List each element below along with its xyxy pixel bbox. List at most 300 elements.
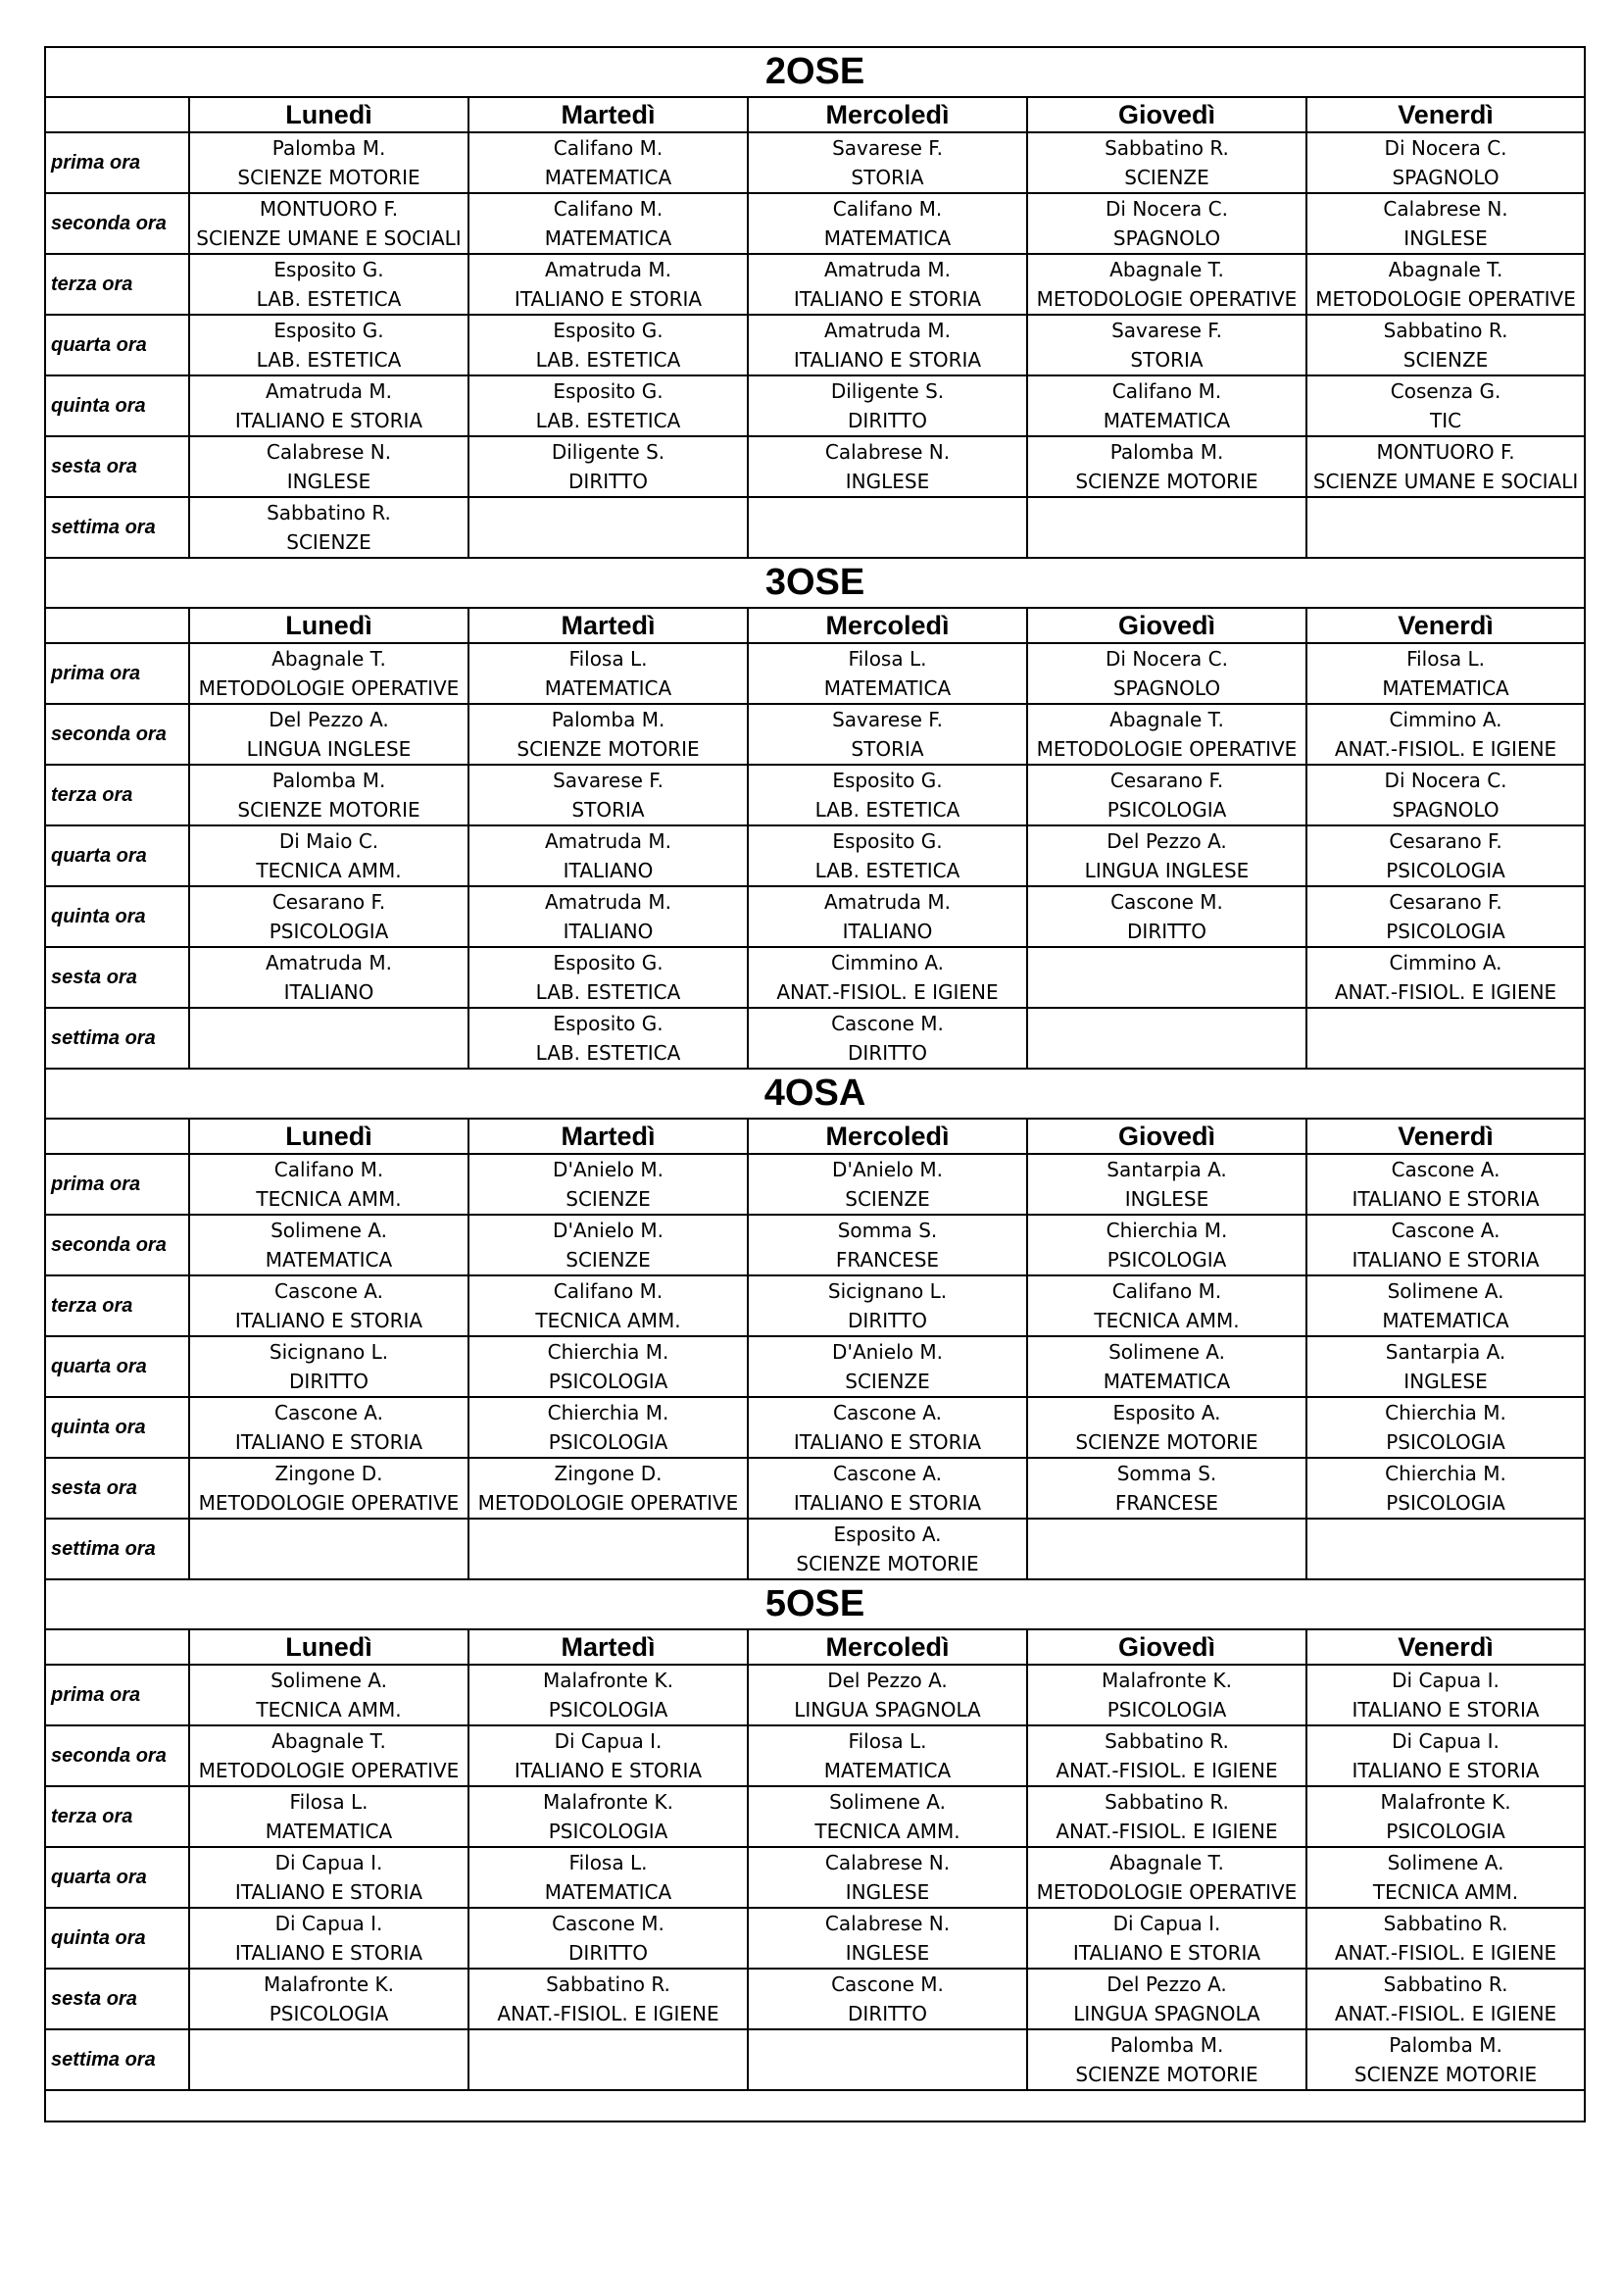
teacher-name: D'Anielo M. [832, 1340, 943, 1364]
lesson-cell [189, 315, 468, 375]
day-header: Martedì [468, 97, 748, 132]
lesson-cell [189, 497, 468, 558]
lesson-cell [748, 1519, 1027, 1579]
teacher-name: Sabbatino R. [1105, 1729, 1229, 1753]
lesson-cell [1027, 1665, 1306, 1725]
subject-name: MATEMATICA [265, 1248, 393, 1272]
teacher-name: Abagnale T. [1109, 1851, 1224, 1874]
period-label: terza ora [45, 1786, 189, 1847]
subject-name: TECNICA AMM. [1372, 1880, 1519, 1904]
lesson-cell [1306, 1397, 1585, 1458]
day-header: Lunedì [189, 1119, 468, 1154]
lesson-cell [1027, 825, 1306, 886]
period-row [45, 193, 1585, 254]
lesson-cell [1027, 132, 1306, 193]
period-label: sesta ora [45, 1458, 189, 1519]
teacher-name: Esposito G. [553, 1012, 664, 1035]
lesson-cell [1306, 886, 1585, 947]
lesson-cell [468, 1458, 748, 1519]
lesson-cell [189, 2029, 468, 2090]
subject-name: PSICOLOGIA [548, 1430, 668, 1454]
period-label: quarta ora [45, 825, 189, 886]
period-row [45, 1008, 1585, 1069]
teacher-name: Amatruda M. [544, 890, 672, 914]
subject-name: ITALIANO E STORIA [514, 287, 703, 311]
lesson-cell [189, 1786, 468, 1847]
subject-name: ITALIANO E STORIA [793, 348, 982, 372]
lesson-cell [1027, 947, 1306, 1008]
teacher-name: Esposito G. [553, 951, 664, 974]
subject-name: INGLESE [1403, 226, 1488, 250]
teacher-name: Cesarano F. [271, 890, 386, 914]
teacher-name: Palomba M. [1109, 2033, 1224, 2057]
teacher-name: Solimene A. [1387, 1279, 1504, 1303]
day-header: Giovedì [1027, 1629, 1306, 1665]
subject-name: TECNICA AMM. [1094, 1309, 1240, 1332]
lesson-cell [748, 1008, 1027, 1069]
subject-name: PSICOLOGIA [1386, 859, 1505, 882]
subject-name: PSICOLOGIA [548, 1820, 668, 1843]
lesson-cell [1306, 254, 1585, 315]
teacher-name: Solimene A. [829, 1790, 946, 1814]
period-row [45, 1336, 1585, 1397]
teacher-name: Cosenza G. [1390, 379, 1501, 403]
teacher-name: Di Nocera C. [1384, 769, 1507, 792]
teacher-name: Malafronte K. [1380, 1790, 1511, 1814]
subject-name: MATEMATICA [544, 676, 672, 700]
lesson-cell [748, 193, 1027, 254]
teacher-name: Santarpia A. [1107, 1158, 1227, 1181]
lesson-cell [1027, 1725, 1306, 1786]
corner-cell [45, 1629, 189, 1665]
lesson-cell [189, 1275, 468, 1336]
day-header: Mercoledì [748, 97, 1027, 132]
subject-name: PSICOLOGIA [269, 2002, 389, 2025]
subject-name: METODOLOGIE OPERATIVE [198, 1759, 460, 1782]
lesson-cell [748, 1969, 1027, 2029]
lesson-cell [468, 1908, 748, 1969]
subject-name: LAB. ESTETICA [814, 859, 960, 882]
day-header: Venerdì [1306, 97, 1585, 132]
period-label: settima ora [45, 1519, 189, 1579]
subject-name: SCIENZE MOTORIE [1075, 2063, 1258, 2086]
subject-name: SCIENZE UMANE E SOCIALI [1312, 470, 1579, 493]
lesson-cell [468, 1397, 748, 1458]
lesson-cell [1306, 132, 1585, 193]
teacher-name: Calabrese N. [824, 1912, 951, 1935]
teacher-name: Cascone M. [831, 1012, 944, 1035]
lesson-cell [1306, 1519, 1585, 1579]
subject-name: STORIA [851, 166, 924, 189]
teacher-name: Zingone D. [274, 1462, 383, 1485]
subject-name: ITALIANO E STORIA [234, 409, 423, 432]
lesson-cell [1306, 1458, 1585, 1519]
lesson-cell [189, 375, 468, 436]
teacher-name: Cascone A. [833, 1462, 942, 1485]
teacher-name: Cimmino A. [831, 951, 944, 974]
teacher-name: Cascone A. [274, 1279, 383, 1303]
day-header: Giovedì [1027, 97, 1306, 132]
subject-name: LINGUA INGLESE [1084, 859, 1250, 882]
lesson-cell [189, 1847, 468, 1908]
lesson-cell [1306, 643, 1585, 704]
teacher-name: Solimene A. [1108, 1340, 1225, 1364]
teacher-name: Malafronte K. [542, 1790, 674, 1814]
lesson-cell [189, 1519, 468, 1579]
lesson-cell [1306, 2029, 1585, 2090]
subject-name: ITALIANO [563, 920, 654, 943]
period-label: quinta ora [45, 886, 189, 947]
subject-name: DIRITTO [568, 1941, 648, 1965]
subject-name: ITALIANO E STORIA [234, 1430, 423, 1454]
teacher-name: Cascone A. [1391, 1158, 1500, 1181]
lesson-cell [189, 1008, 468, 1069]
subject-name: LAB. ESTETICA [535, 980, 681, 1004]
lesson-cell [1306, 1154, 1585, 1215]
teacher-name: Cimmino A. [1389, 951, 1502, 974]
subject-name: SCIENZE [566, 1187, 651, 1211]
teacher-name: Solimene A. [270, 1219, 387, 1242]
teacher-name: MONTUORO F. [259, 197, 399, 221]
day-header: Mercoledì [748, 1119, 1027, 1154]
period-label: seconda ora [45, 193, 189, 254]
period-label: prima ora [45, 1665, 189, 1725]
day-header: Giovedì [1027, 1119, 1306, 1154]
days-header-row [45, 1119, 1585, 1154]
lesson-cell [468, 1336, 748, 1397]
teacher-name: Filosa L. [848, 647, 927, 671]
subject-name: TECNICA AMM. [256, 1698, 402, 1722]
teacher-name: Califano M. [273, 1158, 384, 1181]
subject-name: MATEMATICA [823, 1759, 952, 1782]
teacher-name: Zingone D. [554, 1462, 663, 1485]
subject-name: ITALIANO E STORIA [1352, 1759, 1540, 1782]
teacher-name: Esposito G. [273, 258, 384, 281]
lesson-cell [1027, 1215, 1306, 1275]
subject-name: DIRITTO [848, 1309, 927, 1332]
days-header-row [45, 97, 1585, 132]
teacher-name: Cesarano F. [1109, 769, 1224, 792]
subject-name: STORIA [1130, 348, 1204, 372]
subject-name: INGLESE [845, 1941, 930, 1965]
lesson-cell [468, 375, 748, 436]
teacher-name: Esposito A. [833, 1522, 942, 1546]
subject-name: PSICOLOGIA [1107, 1248, 1227, 1272]
period-row [45, 1458, 1585, 1519]
lesson-cell [1027, 1908, 1306, 1969]
period-row [45, 1154, 1585, 1215]
lesson-cell [1027, 765, 1306, 825]
lesson-cell [468, 825, 748, 886]
lesson-cell [1027, 1008, 1306, 1069]
subject-name: FRANCESE [1114, 1491, 1219, 1515]
teacher-name: Filosa L. [289, 1790, 369, 1814]
subject-name: INGLESE [1124, 1187, 1209, 1211]
class-title: 4OSA [45, 1069, 1585, 1119]
day-header: Giovedì [1027, 608, 1306, 643]
subject-name: LAB. ESTETICA [256, 348, 402, 372]
lesson-cell [748, 375, 1027, 436]
period-row [45, 825, 1585, 886]
subject-name: SCIENZE [566, 1248, 651, 1272]
corner-cell [45, 1119, 189, 1154]
subject-name: LAB. ESTETICA [256, 287, 402, 311]
day-header: Martedì [468, 608, 748, 643]
period-label: quarta ora [45, 1336, 189, 1397]
lesson-cell [189, 1725, 468, 1786]
lesson-cell [189, 1665, 468, 1725]
teacher-name: Di Nocera C. [1384, 136, 1507, 160]
subject-name: ITALIANO E STORIA [234, 1880, 423, 1904]
corner-cell [45, 97, 189, 132]
lesson-cell [189, 886, 468, 947]
subject-name: ITALIANO E STORIA [234, 1941, 423, 1965]
teacher-name: Calabrese N. [824, 1851, 951, 1874]
subject-name: SCIENZE [845, 1370, 930, 1393]
lesson-cell [1027, 1969, 1306, 2029]
subject-name: SCIENZE MOTORIE [1075, 1430, 1258, 1454]
teacher-name: Calabrese N. [824, 440, 951, 464]
teacher-name: Amatruda M. [544, 829, 672, 853]
period-row [45, 315, 1585, 375]
period-row [45, 1969, 1585, 2029]
subject-name: MATEMATICA [265, 1820, 393, 1843]
teacher-name: Di Capua I. [274, 1912, 383, 1935]
period-label: settima ora [45, 497, 189, 558]
teacher-name: Filosa L. [568, 647, 648, 671]
lesson-cell [1027, 1154, 1306, 1215]
lesson-cell [1306, 947, 1585, 1008]
lesson-cell [189, 1336, 468, 1397]
lesson-cell [748, 886, 1027, 947]
subject-name: METODOLOGIE OPERATIVE [198, 1491, 460, 1515]
lesson-cell [748, 1397, 1027, 1458]
lesson-cell [189, 825, 468, 886]
teacher-name: Cesarano F. [1389, 829, 1502, 853]
teacher-name: Cascone A. [833, 1401, 942, 1424]
lesson-cell [748, 1786, 1027, 1847]
lesson-cell [1027, 497, 1306, 558]
teacher-name: Sicignano L. [827, 1279, 948, 1303]
subject-name: ITALIANO [563, 859, 654, 882]
lesson-cell [1306, 1336, 1585, 1397]
teacher-name: Somma S. [837, 1219, 938, 1242]
teacher-name: Calabrese N. [1383, 197, 1508, 221]
period-label: terza ora [45, 765, 189, 825]
subject-name: MATEMATICA [823, 676, 952, 700]
teacher-name: Cimmino A. [1389, 708, 1502, 731]
teacher-name: Di Capua I. [1392, 1669, 1500, 1692]
lesson-cell [468, 1786, 748, 1847]
lesson-cell [189, 1908, 468, 1969]
lesson-cell [748, 1665, 1027, 1725]
days-header-row [45, 608, 1585, 643]
teacher-name: Cascone A. [1391, 1219, 1500, 1242]
subject-name: ANAT.-FISIOL. E IGIENE [1334, 980, 1557, 1004]
teacher-name: Cascone M. [1110, 890, 1223, 914]
subject-name: SCIENZE [1124, 166, 1209, 189]
lesson-cell [748, 1336, 1027, 1397]
period-row [45, 765, 1585, 825]
lesson-cell [1027, 1275, 1306, 1336]
subject-name: TECNICA AMM. [814, 1820, 960, 1843]
teacher-name: Abagnale T. [271, 1729, 386, 1753]
teacher-name: Chierchia M. [1385, 1401, 1506, 1424]
teacher-name: Savarese F. [832, 136, 943, 160]
subject-name: LINGUA INGLESE [246, 737, 412, 761]
subject-name: METODOLOGIE OPERATIVE [198, 676, 460, 700]
teacher-name: Esposito G. [553, 319, 664, 342]
subject-name: LINGUA SPAGNOLA [1073, 2002, 1260, 2025]
subject-name: PSICOLOGIA [548, 1370, 668, 1393]
subject-name: STORIA [851, 737, 924, 761]
subject-name: ANAT.-FISIOL. E IGIENE [1334, 2002, 1557, 2025]
subject-name: SCIENZE MOTORIE [237, 166, 420, 189]
teacher-name: Santarpia A. [1385, 1340, 1506, 1364]
lesson-cell [748, 254, 1027, 315]
subject-name: ITALIANO E STORIA [234, 1309, 423, 1332]
teacher-name: Di Capua I. [554, 1729, 663, 1753]
teacher-name: Amatruda M. [265, 379, 393, 403]
lesson-cell [1027, 1519, 1306, 1579]
teacher-name: Palomba M. [271, 136, 386, 160]
teacher-name: Malafronte K. [1101, 1669, 1233, 1692]
lesson-cell [748, 1458, 1027, 1519]
lesson-cell [1027, 1847, 1306, 1908]
teacher-name: D'Anielo M. [832, 1158, 943, 1181]
teacher-name: Califano M. [1111, 1279, 1222, 1303]
teacher-name: Sabbatino R. [1105, 136, 1229, 160]
subject-name: METODOLOGIE OPERATIVE [1036, 1880, 1298, 1904]
teacher-name: Amatruda M. [823, 258, 952, 281]
lesson-cell [189, 193, 468, 254]
subject-name: ITALIANO E STORIA [1072, 1941, 1261, 1965]
lesson-cell [1306, 497, 1585, 558]
teacher-name: Del Pezzo A. [1107, 829, 1227, 853]
teacher-name: Palomba M. [1389, 2033, 1502, 2057]
period-label: quinta ora [45, 1908, 189, 1969]
subject-name: MATEMATICA [823, 226, 952, 250]
timetable-sheet [44, 46, 1584, 2122]
subject-name: PSICOLOGIA [269, 920, 389, 943]
lesson-cell [468, 315, 748, 375]
subject-name: PSICOLOGIA [1386, 920, 1505, 943]
lesson-cell [468, 132, 748, 193]
subject-name: SCIENZE [286, 530, 371, 554]
subject-name: DIRITTO [848, 2002, 927, 2025]
subject-name: DIRITTO [289, 1370, 369, 1393]
lesson-cell [1027, 1786, 1306, 1847]
teacher-name: Palomba M. [271, 769, 386, 792]
teacher-name: Esposito A. [1112, 1401, 1221, 1424]
lesson-cell [1027, 193, 1306, 254]
day-header: Venerdì [1306, 1119, 1585, 1154]
lesson-cell [189, 132, 468, 193]
period-label: quinta ora [45, 1397, 189, 1458]
lesson-cell [748, 1725, 1027, 1786]
teacher-name: Esposito G. [273, 319, 384, 342]
teacher-name: Chierchia M. [1385, 1462, 1506, 1485]
period-label: quarta ora [45, 1847, 189, 1908]
period-row [45, 643, 1585, 704]
subject-name: INGLESE [845, 1880, 930, 1904]
teacher-name: Diligente S. [830, 379, 945, 403]
period-row [45, 947, 1585, 1008]
subject-name: ITALIANO E STORIA [514, 1759, 703, 1782]
teacher-name: Diligente S. [551, 440, 665, 464]
teacher-name: Di Nocera C. [1106, 647, 1228, 671]
subject-name: ITALIANO E STORIA [1352, 1187, 1540, 1211]
teacher-name: Filosa L. [1406, 647, 1485, 671]
lesson-cell [468, 1519, 748, 1579]
subject-name: SPAGNOLO [1112, 226, 1221, 250]
lesson-cell [748, 765, 1027, 825]
subject-name: ANAT.-FISIOL. E IGIENE [1056, 1759, 1278, 1782]
subject-name: ITALIANO E STORIA [1352, 1698, 1540, 1722]
period-label: sesta ora [45, 947, 189, 1008]
subject-name: METODOLOGIE OPERATIVE [477, 1491, 739, 1515]
class-title-row [45, 1579, 1585, 1629]
lesson-cell [1306, 1908, 1585, 1969]
subject-name: ANAT.-FISIOL. E IGIENE [1056, 1820, 1278, 1843]
period-row [45, 1397, 1585, 1458]
subject-name: INGLESE [1403, 1370, 1488, 1393]
teacher-name: Chierchia M. [547, 1401, 669, 1424]
lesson-cell [1027, 704, 1306, 765]
lesson-cell [1027, 375, 1306, 436]
teacher-name: Di Maio C. [278, 829, 379, 853]
closing-row [45, 2090, 1585, 2121]
subject-name: LAB. ESTETICA [535, 409, 681, 432]
period-label: prima ora [45, 643, 189, 704]
period-label: quinta ora [45, 375, 189, 436]
subject-name: LAB. ESTETICA [535, 1041, 681, 1065]
teacher-name: Chierchia M. [547, 1340, 669, 1364]
teacher-name: Del Pezzo A. [269, 708, 389, 731]
subject-name: LAB. ESTETICA [535, 348, 681, 372]
teacher-name: Califano M. [832, 197, 943, 221]
subject-name: PSICOLOGIA [1107, 798, 1227, 822]
period-label: sesta ora [45, 1969, 189, 2029]
teacher-name: Cascone M. [552, 1912, 664, 1935]
teacher-name: Abagnale T. [1109, 258, 1224, 281]
lesson-cell [748, 704, 1027, 765]
teacher-name: Califano M. [553, 1279, 664, 1303]
lesson-cell [748, 1154, 1027, 1215]
teacher-name: Filosa L. [568, 1851, 648, 1874]
lesson-cell [468, 704, 748, 765]
teacher-name: Abagnale T. [1388, 258, 1503, 281]
lesson-cell [468, 193, 748, 254]
subject-name: METODOLOGIE OPERATIVE [1036, 737, 1298, 761]
teacher-name: Sabbatino R. [1105, 1790, 1229, 1814]
lesson-cell [468, 1665, 748, 1725]
teacher-name: Malafronte K. [263, 1972, 395, 1996]
timetable [44, 46, 1586, 2122]
teacher-name: Sabbatino R. [1383, 319, 1508, 342]
lesson-cell [748, 1275, 1027, 1336]
lesson-cell [748, 2029, 1027, 2090]
lesson-cell [1027, 1336, 1306, 1397]
day-header: Martedì [468, 1629, 748, 1665]
subject-name: ITALIANO [842, 920, 933, 943]
period-label: settima ora [45, 2029, 189, 2090]
lesson-cell [1027, 315, 1306, 375]
subject-name: INGLESE [286, 470, 371, 493]
subject-name: ANAT.-FISIOL. E IGIENE [497, 2002, 719, 2025]
day-header: Mercoledì [748, 608, 1027, 643]
period-row [45, 1519, 1585, 1579]
